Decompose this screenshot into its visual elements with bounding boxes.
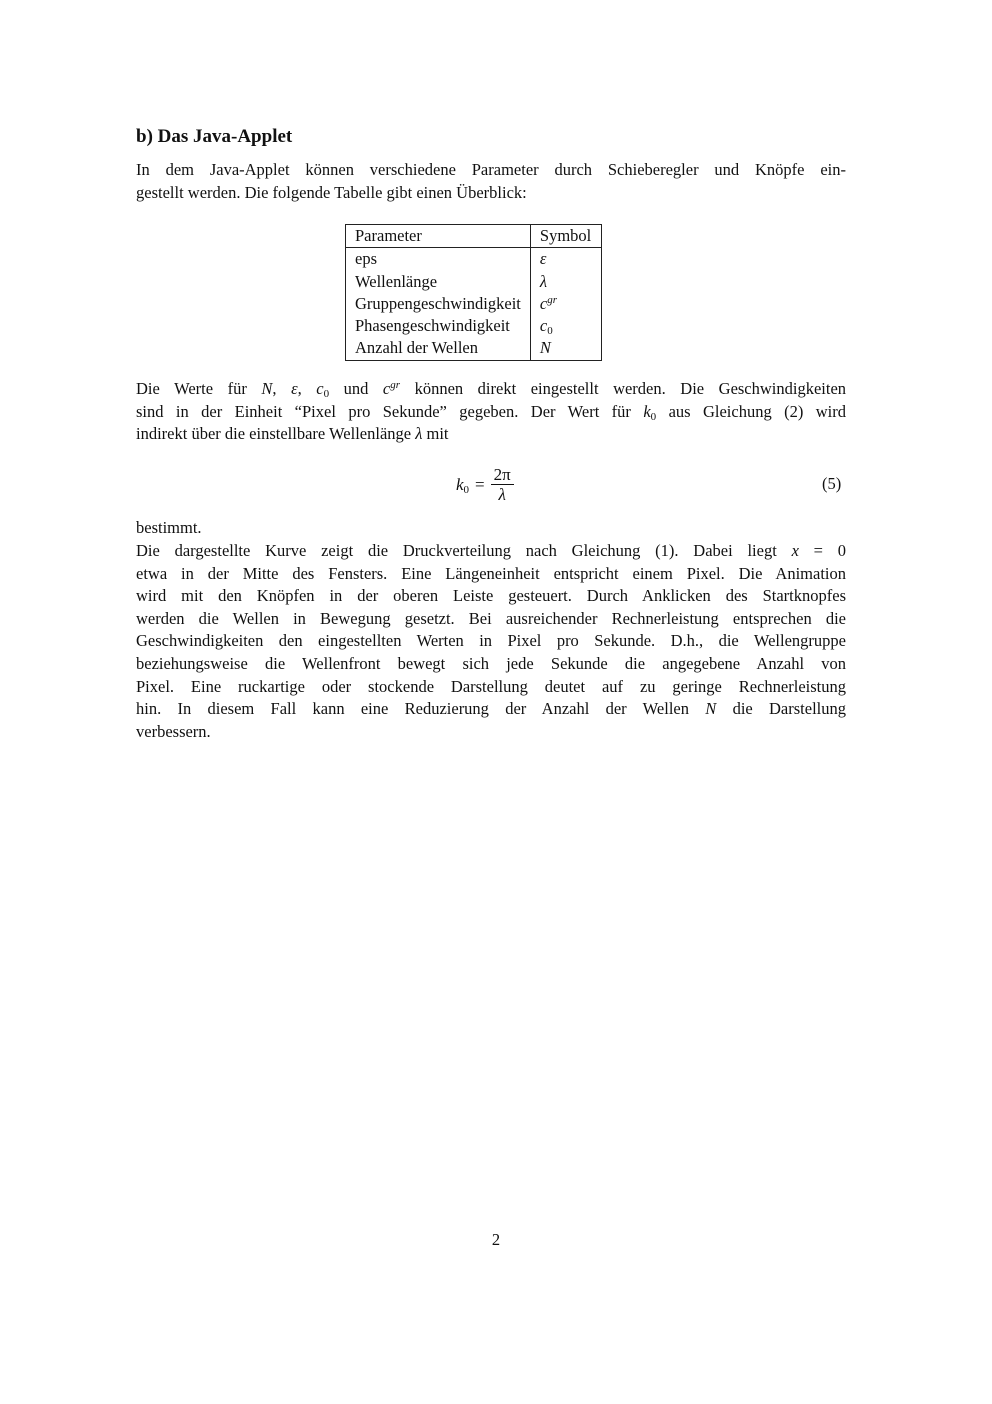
math-N: N [261, 379, 273, 398]
animation-paragraph [136, 540, 846, 743]
table-row [346, 337, 602, 360]
math-x: x [791, 541, 799, 560]
text-line [136, 698, 846, 721]
text: die Darstellung [716, 699, 846, 719]
symbol-subscript: 0 [547, 325, 553, 338]
text-line [136, 540, 846, 563]
math-cgr: c [382, 379, 391, 398]
equation-body [456, 465, 514, 505]
text-line: beziehungsweise die Wellenfront bewegt sich jede Sekunde die angegebene Anzahl von [136, 653, 846, 673]
text-line: verbessern. [136, 721, 211, 741]
math-k0: k [643, 401, 651, 421]
text-line: wird mit den Knöpfen in der oberen Leiste gesteuert. Durch Anklicken des Startknopfes [136, 586, 846, 606]
text: = 0 [798, 541, 846, 560]
parameter-table [345, 224, 602, 361]
bestimmt-line [136, 517, 846, 540]
symbol-cell [530, 337, 601, 360]
parameter-cell: Anzahl der Wellen [355, 338, 478, 358]
equation-5 [0, 465, 992, 509]
text-line [136, 378, 846, 401]
symbol: λ [539, 271, 548, 291]
parameter-cell: Phasengeschwindigkeit [355, 316, 510, 336]
math-subscript: 0 [323, 388, 330, 400]
text: aus Gleichung (2) wird [656, 401, 847, 421]
parameter-cell: eps [355, 249, 377, 269]
intro-paragraph [136, 159, 846, 204]
equation-number: (5) [822, 474, 842, 493]
fraction-denominator: λ [498, 485, 506, 504]
text: , [272, 379, 292, 398]
math-epsilon: ε [291, 379, 298, 398]
text: Die Werte für [136, 379, 262, 398]
text-line: gestellt werden. Die folgende Tabelle gibt einen Überblick: [136, 182, 527, 202]
page-number: 2 [491, 1230, 501, 1249]
symbol-superscript: gr [547, 293, 557, 306]
math-subscript: 0 [463, 484, 470, 496]
text: , [297, 379, 317, 398]
text-line: In dem Java-Applet können verschiedene Parameter durch Schieberegler und Knöpfe ein- [136, 160, 846, 179]
math-N: N [705, 699, 717, 719]
math-c0: c [316, 379, 324, 398]
text-line: etwa in der Mitte des Fensters. Eine Längeneinheit entspricht einem Pixel. Die Animation [136, 563, 846, 583]
text: und [329, 379, 383, 398]
fraction [491, 465, 514, 505]
table-row [346, 315, 602, 337]
column-header-parameter: Parameter [346, 225, 531, 248]
symbol: c [539, 316, 548, 336]
symbol: c [539, 293, 548, 313]
parameters-paragraph [136, 378, 846, 446]
math-superscript: gr [390, 379, 401, 391]
symbol-cell [530, 248, 601, 271]
parameter-cell: Wellenlänge [355, 271, 438, 291]
column-header-symbol: Symbol [530, 225, 601, 248]
text: Die dargestellte Kurve zeigt die Druckverteilung nach Gleichung (1). Dabei liegt [136, 541, 792, 560]
math-subscript: 0 [650, 410, 657, 423]
text: indirekt über die einstellbare Wellenlänge [136, 424, 416, 444]
symbol-cell [530, 315, 601, 337]
table-row [346, 271, 602, 293]
text-line: werden die Wellen in Bewegung gesetzt. Bei ausreichender Rechnerleistung entsprechen die [136, 608, 846, 628]
text-line [136, 423, 846, 446]
text: mit [422, 424, 449, 444]
text: sind in der Einheit “Pixel pro Sekunde” gegeben. Der Wert für [136, 401, 644, 421]
table-header-row [346, 225, 602, 248]
text-line: Geschwindigkeiten den eingestellten Werten in Pixel pro Sekunde. D.h., die Wellengruppe [136, 631, 846, 651]
fraction-numerator: 2π [491, 465, 514, 485]
math-lambda: λ [415, 424, 423, 444]
symbol: ε [539, 249, 547, 269]
text: hin. In diesem Fall kann eine Reduzierung der Anzahl der Wellen [136, 699, 706, 719]
equals-sign: = [475, 475, 485, 494]
text-line: Pixel. Eine ruckartige oder stockende Darstellung deutet auf zu geringe Rechnerleistung [136, 676, 846, 696]
parameter-cell: Gruppengeschwindigkeit [355, 293, 521, 313]
symbol: N [539, 338, 551, 358]
table-row [346, 293, 602, 315]
symbol-cell [530, 271, 601, 293]
text-line [136, 401, 846, 424]
text: können direkt eingestellt werden. Die Geschwindigkeiten [400, 379, 847, 398]
table-row [346, 248, 602, 271]
text-line: bestimmt. [136, 518, 202, 537]
symbol-cell [530, 293, 601, 315]
math-k: k [456, 475, 464, 494]
section-heading: b) Das Java-Applet [136, 125, 293, 147]
